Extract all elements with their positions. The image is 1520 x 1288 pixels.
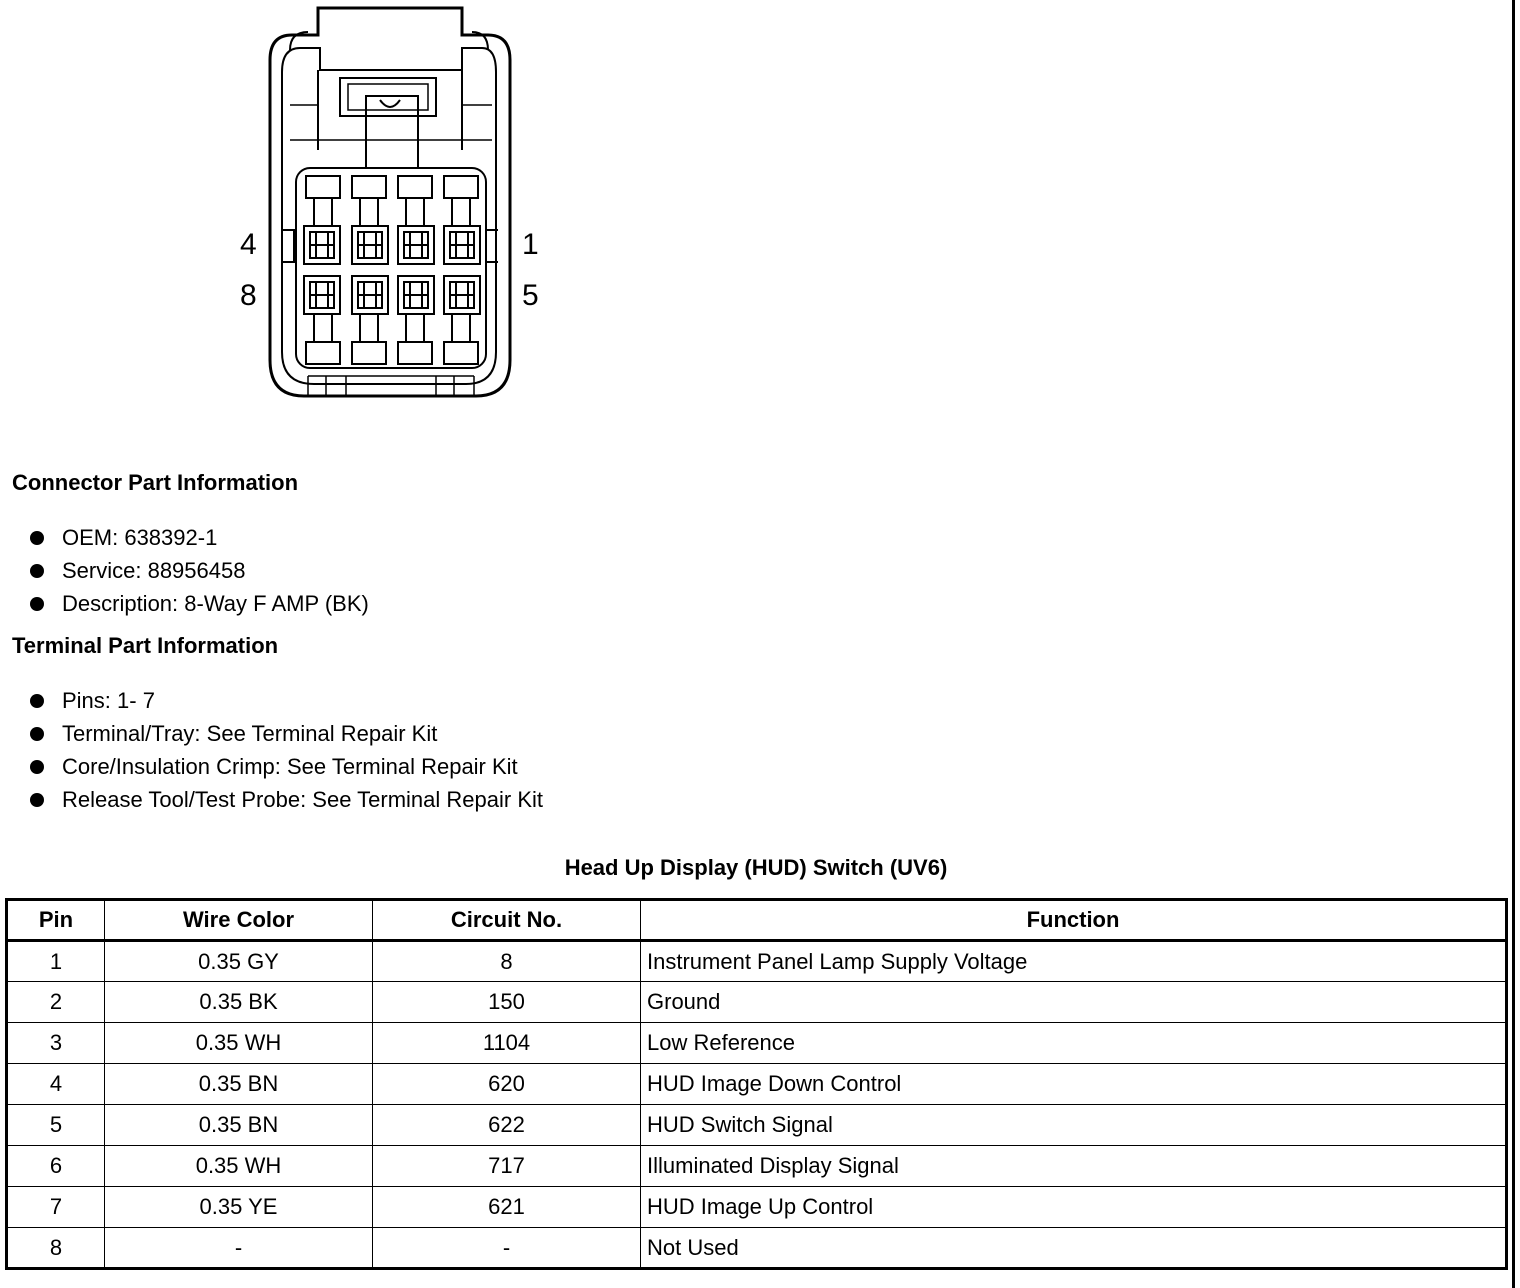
header-function: Function <box>641 900 1507 941</box>
cell-pin: 2 <box>7 982 105 1023</box>
pin-label-1: 1 <box>522 228 539 261</box>
cell-wire-color: 0.35 BK <box>105 982 373 1023</box>
connector-face-drawing <box>230 0 550 410</box>
list-item <box>30 521 369 554</box>
table-row <box>7 982 1507 1023</box>
list-item-text: Terminal/Tray: See Terminal Repair Kit <box>62 721 438 746</box>
list-item-text: Core/Insulation Crimp: See Terminal Repair Kit <box>62 754 518 779</box>
connector-info-title: Connector Part Information <box>12 470 299 495</box>
pin-label-5: 5 <box>522 279 539 312</box>
list-item <box>30 750 543 783</box>
list-item <box>30 684 543 717</box>
pin-label-4: 4 <box>240 228 257 261</box>
cell-function: HUD Image Up Control <box>641 1187 1507 1228</box>
bullet-icon <box>30 727 44 741</box>
terminal-info-list <box>30 684 543 816</box>
bullet-icon <box>30 694 44 708</box>
list-item <box>30 783 543 816</box>
table-header-row <box>7 900 1507 941</box>
table-row <box>7 1146 1507 1187</box>
terminal-info-title: Terminal Part Information <box>12 633 279 658</box>
list-item-text: OEM: 638392-1 <box>62 525 218 550</box>
cell-circuit-no: 8 <box>373 941 641 982</box>
cell-function: Instrument Panel Lamp Supply Voltage <box>641 941 1507 982</box>
cell-wire-color: 0.35 BN <box>105 1105 373 1146</box>
bullet-icon <box>30 531 44 545</box>
cell-pin: 6 <box>7 1146 105 1187</box>
table-row <box>7 1023 1507 1064</box>
cell-pin: 3 <box>7 1023 105 1064</box>
cell-circuit-no: 620 <box>373 1064 641 1105</box>
cell-pin: 1 <box>7 941 105 982</box>
cell-function: Low Reference <box>641 1023 1507 1064</box>
cell-circuit-no: 621 <box>373 1187 641 1228</box>
cell-function: Ground <box>641 982 1507 1023</box>
header-wire-color: Wire Color <box>105 900 373 941</box>
cell-function: HUD Switch Signal <box>641 1105 1507 1146</box>
right-border-rule <box>1512 0 1515 1288</box>
cell-wire-color: - <box>105 1228 373 1269</box>
table-row <box>7 1228 1507 1269</box>
cell-pin: 5 <box>7 1105 105 1146</box>
list-item-text: Service: 88956458 <box>62 558 246 583</box>
cell-wire-color: 0.35 WH <box>105 1023 373 1064</box>
cell-wire-color: 0.35 BN <box>105 1064 373 1105</box>
table-row <box>7 1105 1507 1146</box>
cell-function: Illuminated Display Signal <box>641 1146 1507 1187</box>
header-pin: Pin <box>7 900 105 941</box>
table-row <box>7 941 1507 982</box>
cell-wire-color: 0.35 WH <box>105 1146 373 1187</box>
bullet-icon <box>30 793 44 807</box>
list-item <box>30 717 543 750</box>
bullet-icon <box>30 760 44 774</box>
cell-circuit-no: 1104 <box>373 1023 641 1064</box>
cell-pin: 7 <box>7 1187 105 1228</box>
list-item-text: Release Tool/Test Probe: See Terminal Repair Kit <box>62 787 543 812</box>
header-circuit-no: Circuit No. <box>373 900 641 941</box>
cell-pin: 8 <box>7 1228 105 1269</box>
list-item-text: Description: 8-Way F AMP (BK) <box>62 591 369 616</box>
cell-function: Not Used <box>641 1228 1507 1269</box>
pinout-table <box>5 898 1508 1270</box>
cell-wire-color: 0.35 GY <box>105 941 373 982</box>
list-item <box>30 554 369 587</box>
cell-circuit-no: - <box>373 1228 641 1269</box>
cell-pin: 4 <box>7 1064 105 1105</box>
cell-circuit-no: 717 <box>373 1146 641 1187</box>
table-title: Head Up Display (HUD) Switch (UV6) <box>564 855 948 880</box>
table-row <box>7 1064 1507 1105</box>
cell-circuit-no: 150 <box>373 982 641 1023</box>
connector-info-list <box>30 521 369 620</box>
cell-function: HUD Image Down Control <box>641 1064 1507 1105</box>
list-item <box>30 587 369 620</box>
pin-label-8: 8 <box>240 279 257 312</box>
table-row <box>7 1187 1507 1228</box>
bullet-icon <box>30 597 44 611</box>
cell-circuit-no: 622 <box>373 1105 641 1146</box>
cell-wire-color: 0.35 YE <box>105 1187 373 1228</box>
list-item-text: Pins: 1- 7 <box>62 688 155 713</box>
bullet-icon <box>30 564 44 578</box>
